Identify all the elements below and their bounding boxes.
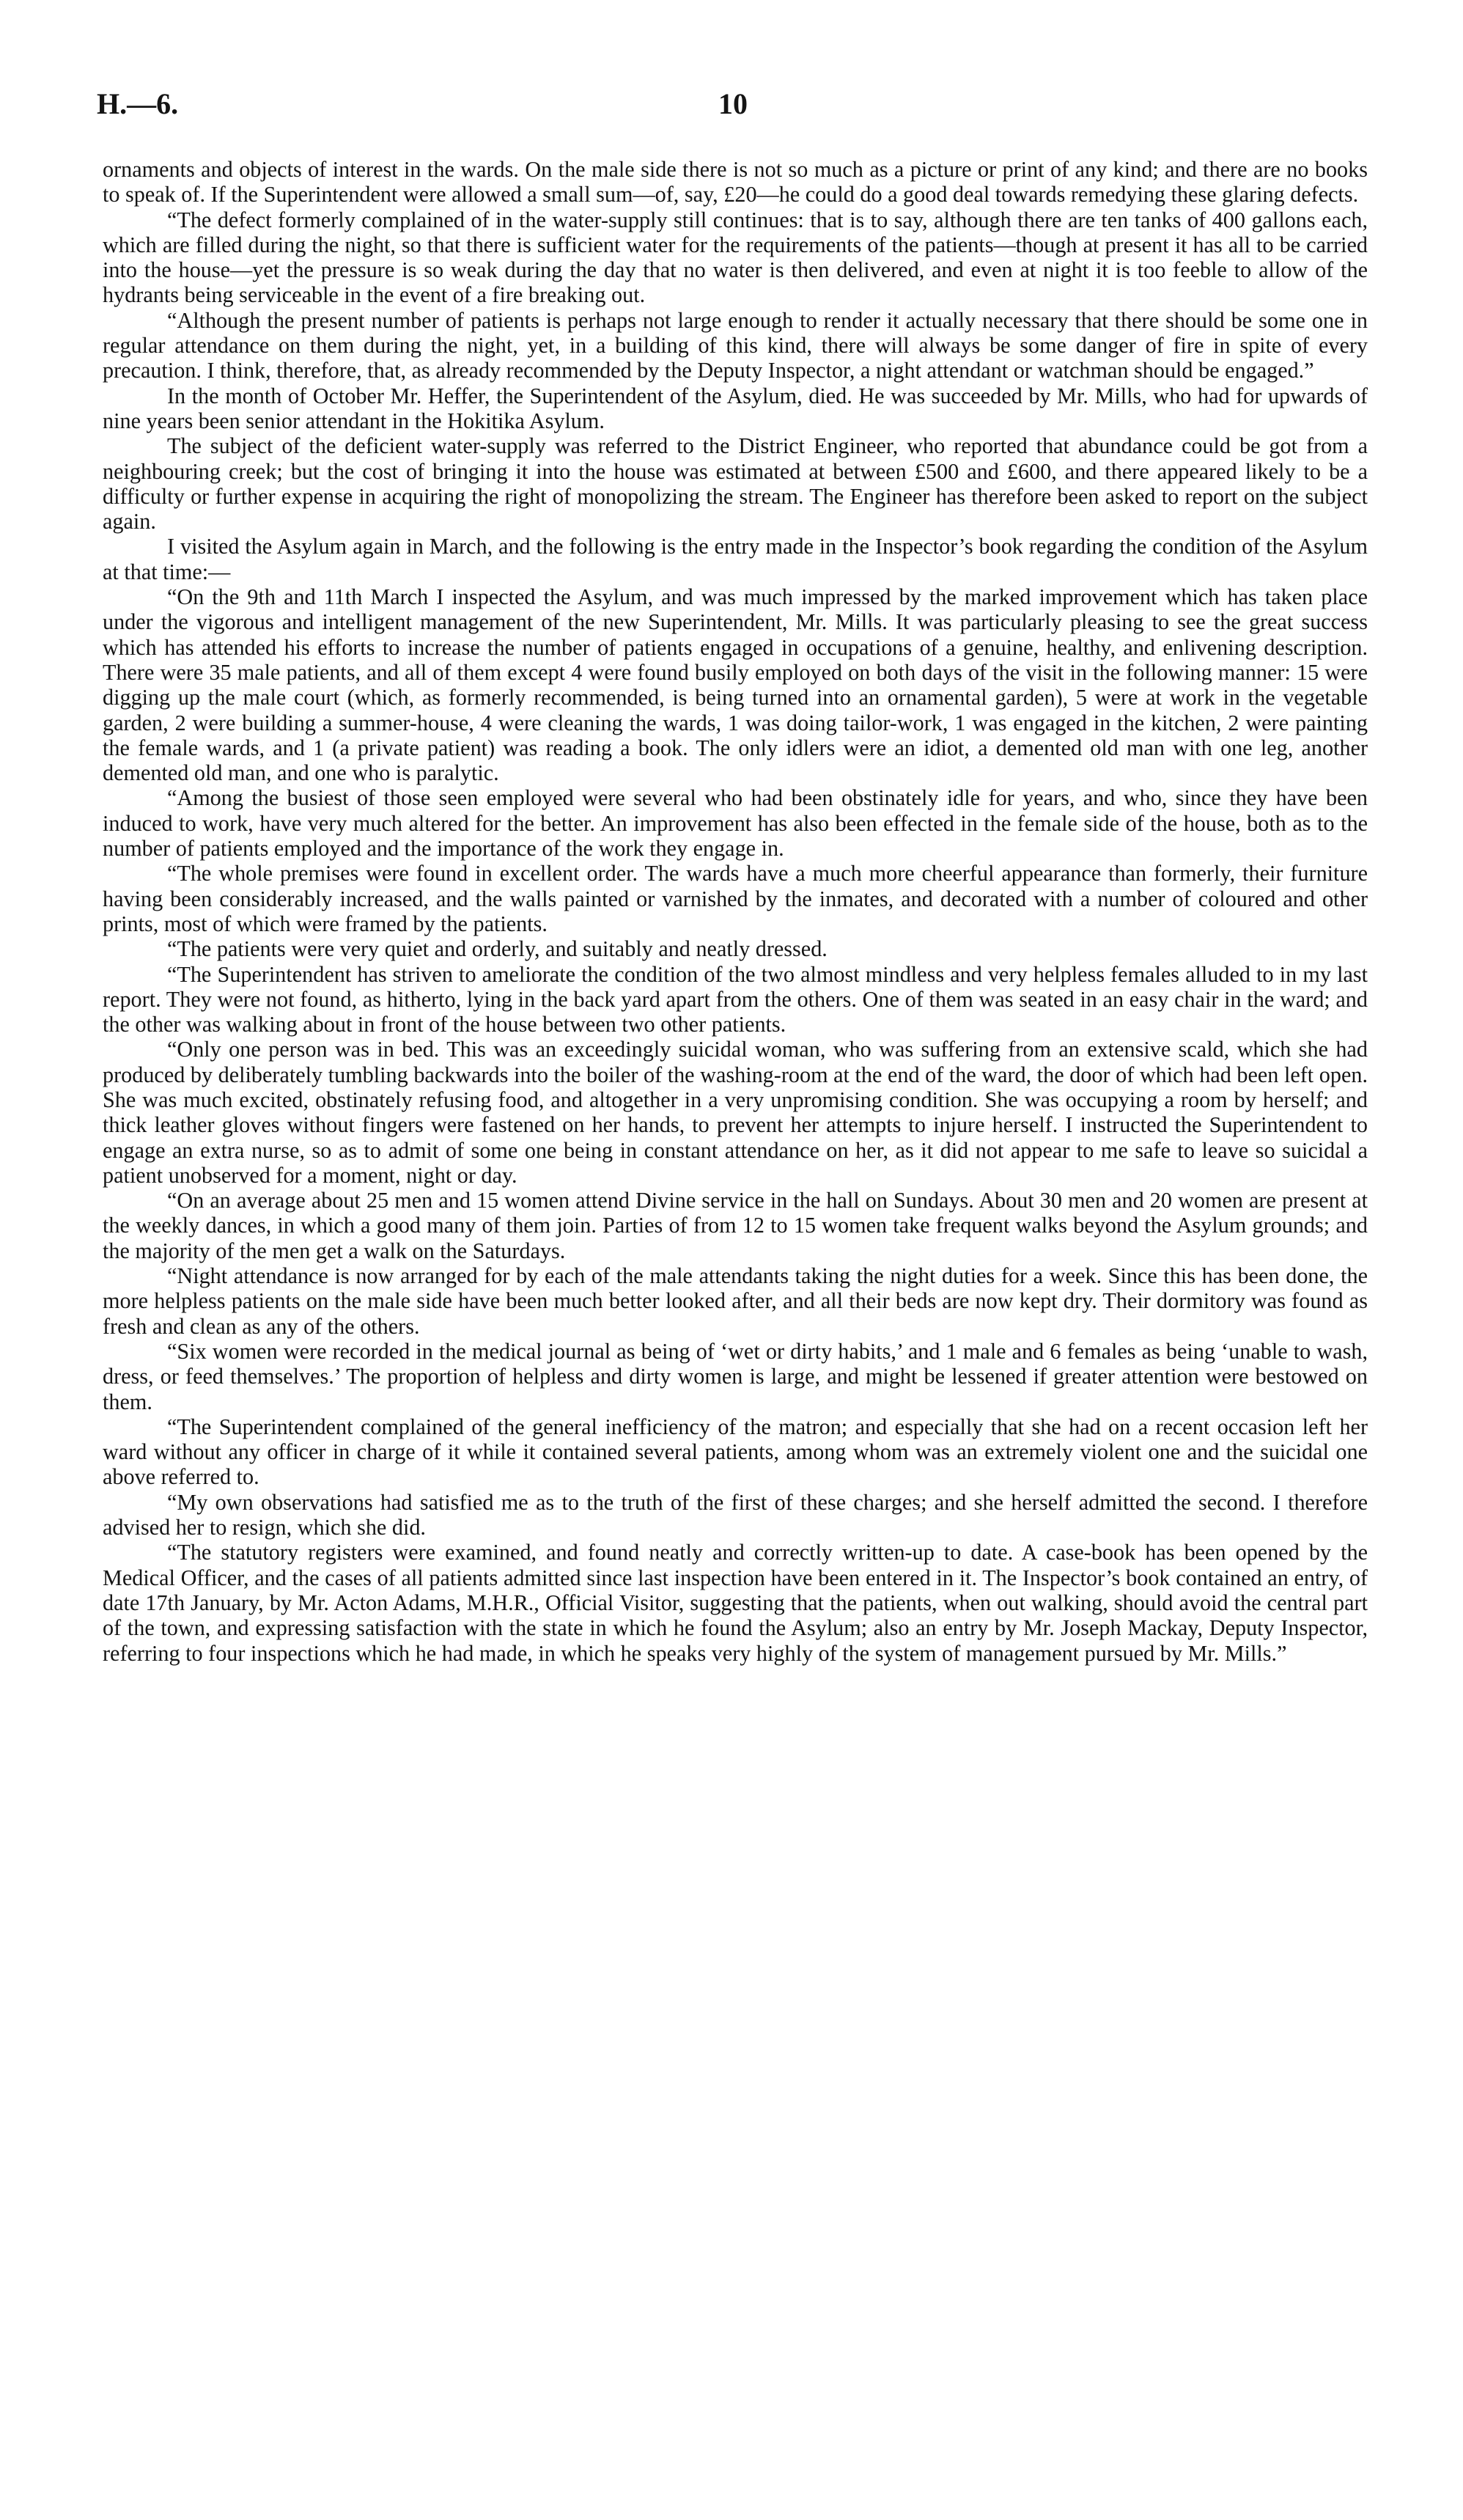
paragraph: “The defect formerly complained of in the water-supply still continues: that is to say, although there are ten tanks of 400 gallons each, which are filled during the night, so that there is sufficient water for the requirements of the patients—though at present it has all to be carried into the house—yet the pressure is so weak during the day that no water is then delivered, and even at night it is too feeble to allow of the hydrants being serviceable in the event of a fire breaking out. (103, 207, 1368, 308)
page-number: 10 (718, 87, 748, 120)
body-text (103, 157, 1368, 1666)
page-header (97, 87, 1401, 131)
paragraph: ornaments and objects of interest in the wards. On the male side there is not so much as a picture or print of any kind; and there are no books to speak of. If the Superintendent were allowed a small sum—of, say, £20—he could do a good deal towards remedying these glaring defects. (103, 157, 1368, 207)
paragraph: “The Superintendent complained of the general inefficiency of the matron; and especially that she had on a recent occasion left her ward without any officer in charge of it while it contained several patients, among whom was an extremely violent one and the suicidal one above referred to. (103, 1414, 1368, 1490)
paragraph: “On the 9th and 11th March I inspected the Asylum, and was much impressed by the marked improvement which has taken place under the vigorous and intelligent management of the new Superintendent, Mr. Mills. It was particularly pleasing to see the great success which has attended his efforts to increase the number of patients engaged in occupations of a genuine, healthy, and enlivening description. There were 35 male patients, and all of them except 4 were found busily employed on both days of the visit in the following manner: 15 were digging up the male court (which, as formerly recommended, is being turned into an ornamental garden), 5 were at work in the vegetable garden, 2 were building a summer-house, 4 were cleaning the wards, 1 was doing tailor-work, 1 was engaged in the kitchen, 2 were painting the female wards, and 1 (a private patient) was reading a book. The only idlers were an idiot, a demented old man with one leg, another demented old man, and one who is paralytic. (103, 584, 1368, 786)
paragraph: “Six women were recorded in the medical journal as being of ‘wet or dirty habits,’ and 1 male and 6 females as being ‘unable to wash, dress, or feed themselves.’ The proportion of helpless and dirty women is large, and might be lessened if greater attention were bestowed on them. (103, 1338, 1368, 1414)
paragraph: “Although the present number of patients is perhaps not large enough to render it actually necessary that there should be some one in regular attendance on them during the night, yet, in a building of this kind, there will always be some danger of fire in spite of every precaution. I think, therefore, that, as already recommended by the Deputy Inspector, a night attendant or watchman should be engaged.” (103, 307, 1368, 383)
document-code: H.—6. (97, 87, 179, 120)
paragraph: “My own observations had satisfied me as to the truth of the first of these charges; and she herself admitted the second. I therefore advised her to resign, which she did. (103, 1489, 1368, 1540)
paragraph: The subject of the deficient water-supply was referred to the District Engineer, who reported that abundance could be got from a neighbouring creek; but the cost of bringing it into the house was estimated at between £500 and £600, and there appeared likely to be a difficulty or further expense in acquiring the right of monopolizing the stream. The Engineer has therefore been asked to report on the subject again. (103, 433, 1368, 535)
paragraph: “The patients were very quiet and orderly, and suitably and neatly dressed. (167, 936, 828, 962)
paragraph: “Night attendance is now arranged for by each of the male attendants taking the night duties for a week. Since this has been done, the more helpless patients on the male side have been much better looked after, and all their beds are now kept dry. Their dormitory was found as fresh and clean as any of the others. (103, 1263, 1368, 1339)
paragraph: “Among the busiest of those seen employed were several who had been obstinately idle for years, and who, since they have been induced to work, have very much altered for the better. An improvement has also been effected in the female side of the house, both as to the number of patients employed and the importance of the work they engage in. (103, 785, 1368, 862)
paragraph: “Only one person was in bed. This was an exceedingly suicidal woman, who was suffering from an extensive scald, which she had produced by deliberately tumbling backwards into the boiler of the washing-room at the end of the ward, the door of which had been left open. She was much excited, obstinately refusing food, and altogether in a very unpromising condition. She was occupying a room by herself; and thick leather gloves without fingers were fastened on her hands, to prevent her attempts to injure herself. I instructed the Superintendent to engage an extra nurse, so as to admit of some one being in constant attendance on her, as it did not appear to me safe to leave so suicidal a patient unobserved for a moment, night or day. (103, 1037, 1368, 1188)
paragraph: I visited the Asylum again in March, and the following is the entry made in the Inspector’s book regarding the condition of the Asylum at that time:— (103, 534, 1368, 584)
paragraph: “The Superintendent has striven to ameliorate the condition of the two almost mindless and very helpless females alluded to in my last report. They were not found, as hitherto, lying in the back yard apart from the others. One of them was seated in an easy chair in the ward; and the other was walking about in front of the house between two other patients. (103, 961, 1368, 1037)
paragraph: “The whole premises were found in excellent order. The wards have a much more cheerful appearance than formerly, their furniture having been considerably increased, and the walls painted or varnished by the inmates, and decorated with a number of coloured and other prints, most of which were framed by the patients. (103, 861, 1368, 936)
paragraph: In the month of October Mr. Heffer, the Superintendent of the Asylum, died. He was succeeded by Mr. Mills, who had for upwards of nine years been senior attendant in the Hokitika Asylum. (103, 383, 1368, 433)
paragraph: “On an average about 25 men and 15 women attend Divine service in the hall on Sundays. About 30 men and 20 women are present at the weekly dances, in which a good many of them join. Parties of from 12 to 15 women take frequent walks beyond the Asylum grounds; and the majority of the men get a walk on the Saturdays. (103, 1188, 1368, 1263)
paragraph: “The statutory registers were examined, and found neatly and correctly written-up to date. A case-book has been opened by the Medical Officer, and the cases of all patients admitted since last inspection have been entered in it. The Inspector’s book contained an entry, of date 17th January, by Mr. Acton Adams, M.H.R., Official Visitor, suggesting that the patients, when out walking, should avoid the central part of the town, and expressing satisfaction with the state in which he found the Asylum; also an entry by Mr. Joseph Mackay, Deputy Inspector, referring to four inspections which he had made, in which he speaks very highly of the system of management pursued by Mr. Mills.” (103, 1540, 1368, 1666)
